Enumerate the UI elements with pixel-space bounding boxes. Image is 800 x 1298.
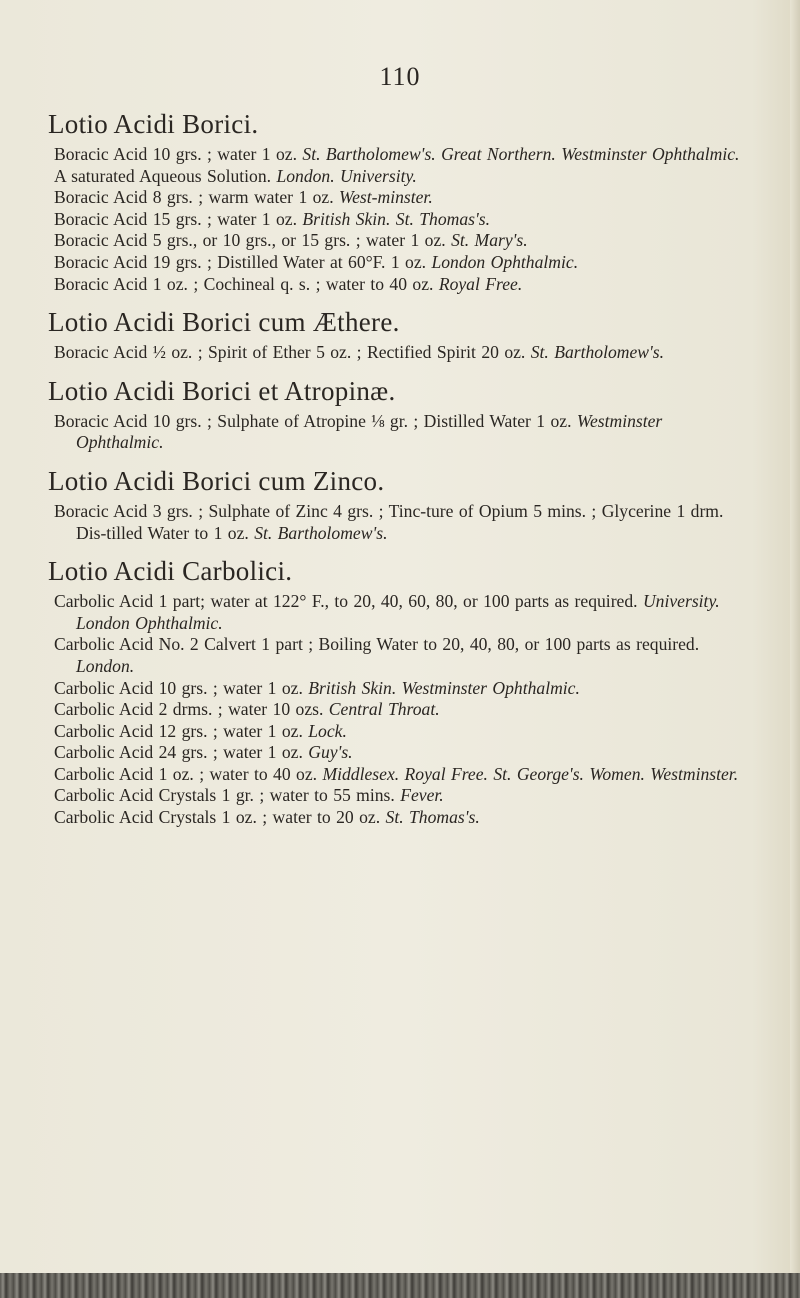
entry-source: Westminster Ophthalmic.: [76, 410, 663, 453]
formula-entry: [48, 785, 748, 807]
section-heading: Lotio Acidi Borici cum Zinco.: [48, 465, 385, 496]
formula-entry: [48, 144, 748, 166]
section-heading: Lotio Acidi Borici.: [48, 109, 259, 139]
formula-entry: [48, 342, 748, 364]
formula-entry: [48, 742, 748, 764]
entry-source: Guy's.: [308, 742, 353, 763]
entry-text: Carbolic Acid 2 drms. ; water 10 ozs.: [54, 699, 329, 720]
formula-entry: [48, 591, 748, 634]
entry-source: St. Bartholomew's. Great Northern. Westminster Ophthalmic.: [302, 144, 740, 164]
entry-text: Boracic Acid 8 grs. ; warm water 1 oz.: [54, 187, 340, 208]
formula-entry: [48, 274, 748, 296]
entry-text: A saturated Aqueous Solution.: [54, 165, 277, 186]
entry-source: St. Bartholomew's.: [530, 342, 665, 363]
entry-text: Carbolic Acid 1 oz. ; water to 40 oz.: [54, 763, 323, 784]
entry-text: Boracic Acid 3 grs. ; Sulphate of Zinc 4 grs. ; Tinc-ture of Opium 5 mins. ; Glycerine 1 drm. Dis-tilled Water to 1 oz.: [54, 500, 724, 543]
section-lotio-acidi-borici-et-atropinae: [48, 375, 748, 454]
page-content: [48, 108, 748, 840]
entry-text: Carbolic Acid 1 part; water at 122° F., to 20, 40, 60, 80, or 100 parts as required.: [54, 591, 643, 612]
page-bottom-edge: [0, 1273, 800, 1298]
entry-source: British Skin. Westminster Ophthalmic.: [308, 677, 580, 698]
entry-text: Carbolic Acid Crystals 1 oz. ; water to 20 oz.: [54, 807, 386, 828]
entry-text: Boracic Acid 10 grs. ; Sulphate of Atropine ⅛ gr. ; Distilled Water 1 oz.: [54, 410, 577, 431]
entry-text: Carbolic Acid 10 grs. ; water 1 oz.: [54, 677, 309, 698]
entry-text: Boracic Acid 5 grs., or 10 grs., or 15 grs. ; water 1 oz.: [54, 230, 452, 251]
formula-entry: [48, 187, 748, 209]
entry-source: Central Throat.: [328, 699, 440, 720]
entry-text: Boracic Acid 19 grs. ; Distilled Water at 60°F. 1 oz.: [54, 251, 432, 272]
entry-source: West-minster.: [339, 187, 433, 208]
entry-text: Carbolic Acid No. 2 Calvert 1 part ; Boiling Water to 20, 40, 80, or 100 parts as required.: [54, 634, 700, 655]
entry-source: St. Bartholomew's.: [254, 522, 388, 543]
entry-source: London Ophthalmic.: [431, 251, 579, 272]
entry-source: British Skin. St. Thomas's.: [302, 208, 490, 229]
formula-entry: [48, 230, 748, 252]
formula-entry: [48, 678, 748, 700]
entry-source: St. Mary's.: [451, 230, 528, 251]
entry-source: London. University.: [276, 165, 417, 186]
formula-entry: [48, 209, 748, 231]
entry-source: Royal Free.: [438, 273, 523, 294]
formula-entry: [48, 501, 748, 544]
formula-entry: [48, 411, 748, 454]
formula-entry: [48, 699, 748, 721]
entry-text: Carbolic Acid Crystals 1 gr. ; water to 55 mins.: [54, 785, 401, 806]
entry-text: Carbolic Acid 12 grs. ; water 1 oz.: [54, 720, 309, 741]
page-number: 110: [379, 62, 421, 91]
entry-source: University. London Ophthalmic.: [76, 591, 720, 633]
entry-text: Boracic Acid ½ oz. ; Spirit of Ether 5 oz. ; Rectified Spirit 20 oz.: [54, 342, 531, 363]
formula-entry: [48, 807, 748, 829]
entry-source: London.: [76, 655, 135, 676]
formula-entry: [48, 634, 748, 677]
section-lotio-acidi-borici-cum-zinco: [48, 465, 748, 544]
entry-text: Boracic Acid 10 grs. ; water 1 oz.: [54, 144, 303, 164]
formula-entry: [48, 252, 748, 274]
entry-source: Middlesex. Royal Free. St. George's. Women. Westminster.: [322, 763, 739, 784]
entry-source: Lock.: [308, 720, 347, 741]
section-lotio-acidi-carbolici: [48, 555, 748, 829]
section-heading: Lotio Acidi Carbolici.: [48, 556, 293, 587]
formula-entry: [48, 764, 748, 786]
section-heading: Lotio Acidi Borici cum Æthere.: [48, 307, 400, 338]
entry-text: Boracic Acid 15 grs. ; water 1 oz.: [54, 208, 303, 229]
section-heading: Lotio Acidi Borici et Atropinæ.: [48, 375, 396, 406]
section-lotio-acidi-borici: [48, 108, 748, 295]
entry-source: St. Thomas's.: [385, 807, 480, 828]
formula-entry: [48, 166, 748, 188]
entry-source: Fever.: [400, 785, 444, 806]
entry-text: Carbolic Acid 24 grs. ; water 1 oz.: [54, 742, 309, 763]
page-edge-shadow: [790, 0, 800, 1298]
section-lotio-acidi-borici-cum-aethere: [48, 306, 748, 364]
entry-text: Boracic Acid 1 oz. ; Cochineal q. s. ; water to 40 oz.: [54, 273, 439, 294]
formula-entry: [48, 721, 748, 743]
